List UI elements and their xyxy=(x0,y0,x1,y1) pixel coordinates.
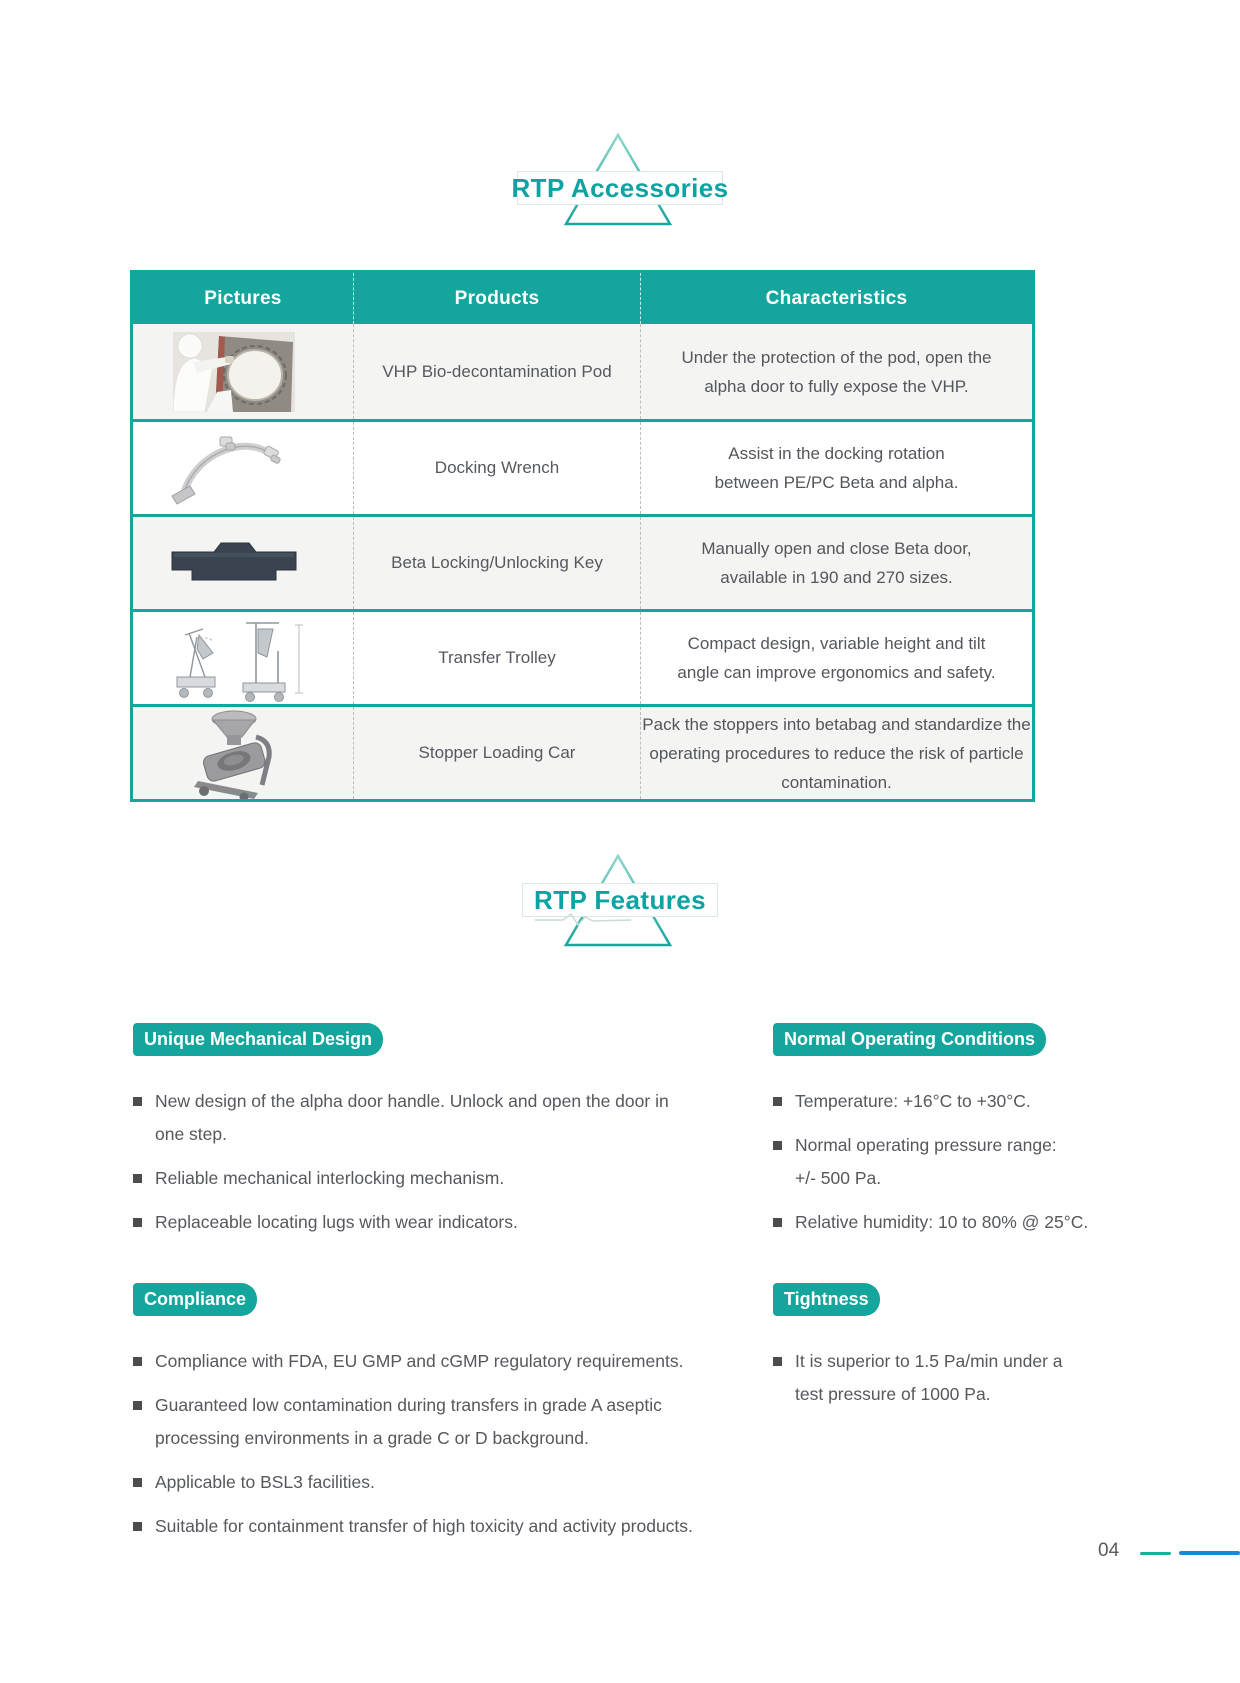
feature-bullet xyxy=(133,1345,753,1378)
bullet-line: New design of the alpha door handle. Unlock and open the door in xyxy=(155,1091,669,1111)
rtp-accessories-title-block xyxy=(0,125,1240,245)
product-name: Transfer Trolley xyxy=(353,612,640,704)
bullet-line: Normal operating pressure range: xyxy=(795,1135,1057,1155)
section-badge: Compliance xyxy=(133,1283,257,1316)
bullet-line: processing environments in a grade C or D background. xyxy=(155,1428,589,1448)
section-unique-mechanical-design xyxy=(133,1023,733,1250)
table-header-row xyxy=(133,273,1032,324)
characteristics-line: angle can improve ergonomics and safety. xyxy=(677,663,996,682)
squiggle-decoration-icon xyxy=(535,911,655,927)
bullet-line: Guaranteed low contamination during transfers in grade A aseptic xyxy=(155,1395,662,1415)
section-badge: Tightness xyxy=(773,1283,880,1316)
bullet-line: Reliable mechanical interlocking mechanism. xyxy=(155,1168,505,1188)
feature-bullet xyxy=(773,1129,1153,1195)
page-title xyxy=(511,171,729,205)
bullet-square-icon xyxy=(133,1357,142,1366)
feature-bullet xyxy=(133,1162,733,1195)
feature-bullet xyxy=(133,1206,733,1239)
footer-teal-line xyxy=(1140,1552,1171,1555)
feature-bullet-list xyxy=(773,1085,1153,1239)
table-row xyxy=(133,514,1032,609)
characteristics-line: Under the protection of the pod, open the xyxy=(681,347,992,367)
docking-wrench-image xyxy=(168,430,300,506)
bullet-square-icon xyxy=(133,1174,142,1183)
rtp-features-title-block xyxy=(0,845,1240,965)
page-number: 04 xyxy=(1098,1540,1120,1561)
characteristics-line: contamination. xyxy=(781,772,892,792)
bullet-line: Temperature: +16°C to +30°C. xyxy=(795,1091,1031,1111)
product-name: Beta Locking/Unlocking Key xyxy=(353,517,640,609)
table-row xyxy=(133,419,1032,514)
product-characteristics xyxy=(640,612,1032,704)
bullet-square-icon xyxy=(133,1478,142,1487)
bullet-line: one step. xyxy=(155,1124,227,1144)
feature-bullet-list xyxy=(133,1345,753,1543)
column-header-characteristics: Characteristics xyxy=(640,273,1032,324)
product-name: Docking Wrench xyxy=(353,422,640,514)
table-cell-picture xyxy=(133,422,353,514)
section-tightness xyxy=(773,1283,1153,1422)
feature-bullet xyxy=(773,1345,1153,1411)
product-characteristics xyxy=(640,517,1032,609)
bullet-line: It is superior to 1.5 Pa/min under a xyxy=(795,1351,1063,1371)
table-row xyxy=(133,324,1032,419)
feature-bullet xyxy=(133,1389,753,1455)
table-cell-picture xyxy=(133,517,353,609)
feature-bullet xyxy=(133,1085,733,1151)
section-compliance xyxy=(133,1283,753,1554)
table-row xyxy=(133,609,1032,704)
bullet-square-icon xyxy=(133,1218,142,1227)
characteristics-line: Assist in the docking rotation xyxy=(728,444,945,463)
feature-bullet-list xyxy=(773,1345,1153,1411)
column-header-products: Products xyxy=(353,273,640,324)
vhp-pod-photo xyxy=(173,332,295,412)
bullet-line: Relative humidity: 10 to 80% @ 25°C. xyxy=(795,1212,1089,1232)
accessories-table xyxy=(130,270,1035,802)
bullet-square-icon xyxy=(133,1401,142,1410)
characteristics-line: Compact design, variable height and tilt xyxy=(687,634,986,653)
bullet-line: Replaceable locating lugs with wear indicators. xyxy=(155,1212,518,1232)
product-name: Stopper Loading Car xyxy=(353,707,640,799)
table-row xyxy=(133,704,1032,799)
bullet-square-icon xyxy=(133,1522,142,1531)
bullet-line: Applicable to BSL3 facilities. xyxy=(155,1472,375,1492)
product-characteristics xyxy=(640,707,1032,799)
feature-bullet xyxy=(773,1206,1153,1239)
feature-bullet xyxy=(133,1510,753,1543)
column-header-pictures: Pictures xyxy=(204,287,282,309)
stopper-loading-car-image xyxy=(186,707,282,799)
feature-bullet xyxy=(773,1085,1153,1118)
beta-locking-key-image xyxy=(164,539,304,587)
page-title-text: RTP Accessories xyxy=(511,172,729,203)
characteristics-line: alpha door to fully expose the VHP. xyxy=(704,376,969,396)
bullet-line: Suitable for containment transfer of high toxicity and activity products. xyxy=(155,1516,693,1536)
bullet-square-icon xyxy=(773,1357,782,1366)
characteristics-line: Pack the stoppers into betabag and standardize the xyxy=(642,714,1031,734)
feature-bullet xyxy=(133,1466,753,1499)
bullet-square-icon xyxy=(133,1097,142,1106)
bullet-line: test pressure of 1000 Pa. xyxy=(795,1384,991,1404)
bullet-square-icon xyxy=(773,1141,782,1150)
product-characteristics xyxy=(640,324,1032,419)
footer-blue-line xyxy=(1179,1551,1240,1555)
bullet-square-icon xyxy=(773,1218,782,1227)
bullet-square-icon xyxy=(773,1097,782,1106)
table-cell-picture xyxy=(133,324,353,419)
product-name: VHP Bio-decontamination Pod xyxy=(353,324,640,419)
product-characteristics xyxy=(640,422,1032,514)
characteristics-line: available in 190 and 270 sizes. xyxy=(720,568,953,587)
characteristics-line: operating procedures to reduce the risk of particle xyxy=(649,743,1024,763)
bullet-line: Compliance with FDA, EU GMP and cGMP regulatory requirements. xyxy=(155,1351,684,1371)
characteristics-line: between PE/PC Beta and alpha. xyxy=(714,473,959,492)
bullet-line: +/- 500 Pa. xyxy=(795,1168,882,1188)
table-cell-picture xyxy=(133,612,353,704)
page-title-text: RTP Features xyxy=(534,884,706,915)
characteristics-line: Manually open and close Beta door, xyxy=(701,539,972,558)
section-badge: Normal Operating Conditions xyxy=(773,1023,1046,1056)
feature-bullet-list xyxy=(133,1085,733,1239)
section-normal-operating-conditions xyxy=(773,1023,1153,1250)
table-cell-picture xyxy=(133,707,353,799)
section-badge: Unique Mechanical Design xyxy=(133,1023,383,1056)
transfer-trolley-drawing xyxy=(159,613,309,703)
